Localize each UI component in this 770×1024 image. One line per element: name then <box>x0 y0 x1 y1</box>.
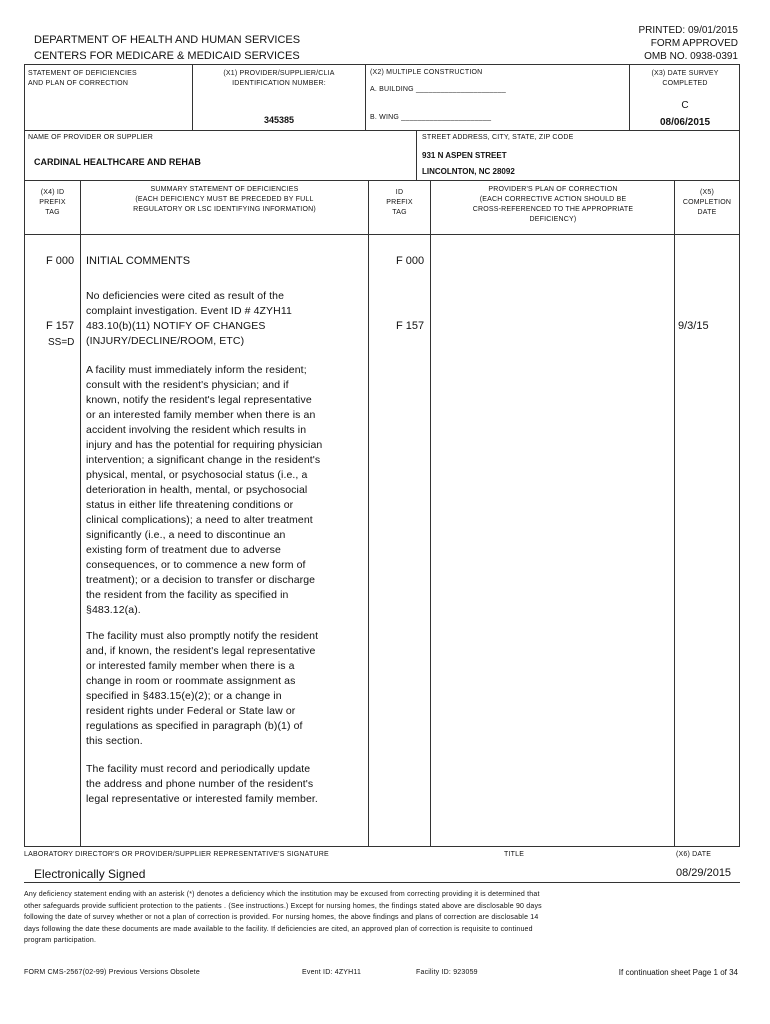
event-id: Event ID: 4ZYH11 <box>302 969 362 976</box>
divider <box>192 64 193 131</box>
regulation-paragraph-3: The facility must record and periodically update the address and phone number of the resident's legal representative or interested family member. <box>86 763 318 805</box>
scope-severity: SS=D <box>48 337 75 348</box>
x4-header: (X4) ID PREFIX TAG <box>39 189 66 216</box>
agency-name: CENTERS FOR MEDICARE & MEDICAID SERVICES <box>34 50 300 62</box>
title-label: TITLE <box>504 851 525 858</box>
disclaimer: Any deficiency statement ending with an asterisk (*) denotes a deficiency which the institution may be excused from correcting providing it is determined that other safeguards provide sufficient protection to the patients . (See instructions.) Except for nursing homes, the findings stated above are disclosable 90 days following the date of survey whether or not a plan of correction is provided. For nursing homes, the above findings and plans of correction are disclosable 14 days following the date these documents are made available to the facility. If deficiencies are cited, an approved plan of correction is requisite to continued program participation. <box>24 891 542 944</box>
tag-f157: F 157 <box>46 320 75 332</box>
tag-f157-right: F 157 <box>396 320 425 332</box>
tag-f000: F 000 <box>46 255 75 267</box>
building-label: A. BUILDING ______________________ <box>370 86 507 93</box>
regulation-paragraph-2: The facility must also promptly notify the resident and, if known, the resident's legal representative or interested family member when there is a change in room or roommate assignment as specified in §483.15(e)(2); or a change in resident rights under Federal or State law or regulations as specified in paragraph (b)(1) of this section. <box>86 630 319 747</box>
form-id: FORM CMS-2567(02-99) Previous Versions Obsolete <box>24 969 200 976</box>
divider <box>80 180 81 846</box>
omb-number: OMB NO. 0938-0391 <box>644 51 738 62</box>
left-border <box>24 64 25 846</box>
street-address: 931 N ASPEN STREET <box>422 151 507 160</box>
plan-header: PROVIDER'S PLAN OF CORRECTION (EACH CORRECTIVE ACTION SHOULD BE CROSS-REFERENCED TO THE APPROPRIATE DEFICIENCY) <box>472 186 634 223</box>
survey-code: C <box>681 100 689 111</box>
tag-f000-right: F 000 <box>396 255 425 267</box>
printed-date: PRINTED: 09/01/2015 <box>638 25 738 36</box>
city-state-zip: LINCOLNTON, NC 28092 <box>422 167 515 176</box>
divider <box>24 234 740 235</box>
initial-comments: INITIAL COMMENTS <box>86 255 191 267</box>
divider <box>430 180 431 846</box>
top-border <box>24 64 740 65</box>
completion-date: 9/3/15 <box>678 320 709 332</box>
signature-value: Electronically Signed <box>34 867 146 881</box>
signature-label: LABORATORY DIRECTOR'S OR PROVIDER/SUPPLIER REPRESENTATIVE'S SIGNATURE <box>24 851 329 858</box>
divider <box>24 846 740 847</box>
id-prefix-header: ID PREFIX TAG <box>386 189 413 216</box>
no-deficiencies-text: No deficiencies were cited as result of the complaint investigation. Event ID # 4ZYH11 <box>86 290 292 317</box>
x5-header: (X5) COMPLETION DATE <box>682 189 732 216</box>
address-label: STREET ADDRESS, CITY, STATE, ZIP CODE <box>422 134 574 141</box>
f157-title: 483.10(b)(11) NOTIFY OF CHANGES (INJURY/DECLINE/ROOM, ETC) <box>86 320 266 347</box>
divider <box>416 130 417 181</box>
divider <box>674 180 675 846</box>
x3-label: (X3) DATE SURVEY COMPLETED <box>651 70 719 87</box>
divider <box>365 64 366 131</box>
divider <box>24 130 740 131</box>
statement-label: STATEMENT OF DEFICIENCIES AND PLAN OF CORRECTION <box>28 70 137 87</box>
facility-id: Facility ID: 923059 <box>416 969 478 976</box>
provider-name-label: NAME OF PROVIDER OR SUPPLIER <box>28 134 154 141</box>
provider-number: 345385 <box>263 115 295 125</box>
continuation-sheet: If continuation sheet Page 1 of 34 <box>618 968 738 977</box>
signature-date: 08/29/2015 <box>676 867 732 879</box>
x2-label: (X2) MULTIPLE CONSTRUCTION <box>370 69 483 76</box>
date-label: (X6) DATE <box>676 851 712 858</box>
right-border <box>739 64 740 846</box>
department-name: DEPARTMENT OF HEALTH AND HUMAN SERVICES <box>34 34 301 46</box>
survey-date: 08/06/2015 <box>659 117 711 128</box>
wing-label: B. WING ______________________ <box>370 114 492 121</box>
divider <box>368 180 369 846</box>
divider <box>24 882 740 883</box>
summary-header: SUMMARY STATEMENT OF DEFICIENCIES (EACH DEFICIENCY MUST BE PRECEDED BY FULL REGULATORY OR LSC IDENTIFYING INFORMATION) <box>133 186 316 213</box>
divider <box>629 64 630 131</box>
form-approved: FORM APPROVED <box>650 38 738 49</box>
regulation-paragraph-1: A facility must immediately inform the resident; consult with the resident's physician; and if known, notify the resident's legal representative or an interested family member when there is an accident involving the resident which results in injury and has the potential for requiring physician intervention; a significant change in the resident's physical, mental, or psychosocial status (i.e., a deterioration in health, mental, or psychosocial status in either life threatening conditions or clinical complications); a need to alter treatment significantly (i.e., a need to discontinue an existing form of treatment due to adverse consequences, or to commence a new form of treatment); or a decision to transfer or discharge the resident from the facility as specified in §483.12(a). <box>86 364 323 616</box>
x1-label: (X1) PROVIDER/SUPPLIER/CLIA IDENTIFICATION NUMBER: <box>223 70 335 87</box>
divider <box>24 180 740 181</box>
provider-name: CARDINAL HEALTHCARE AND REHAB <box>34 157 201 167</box>
